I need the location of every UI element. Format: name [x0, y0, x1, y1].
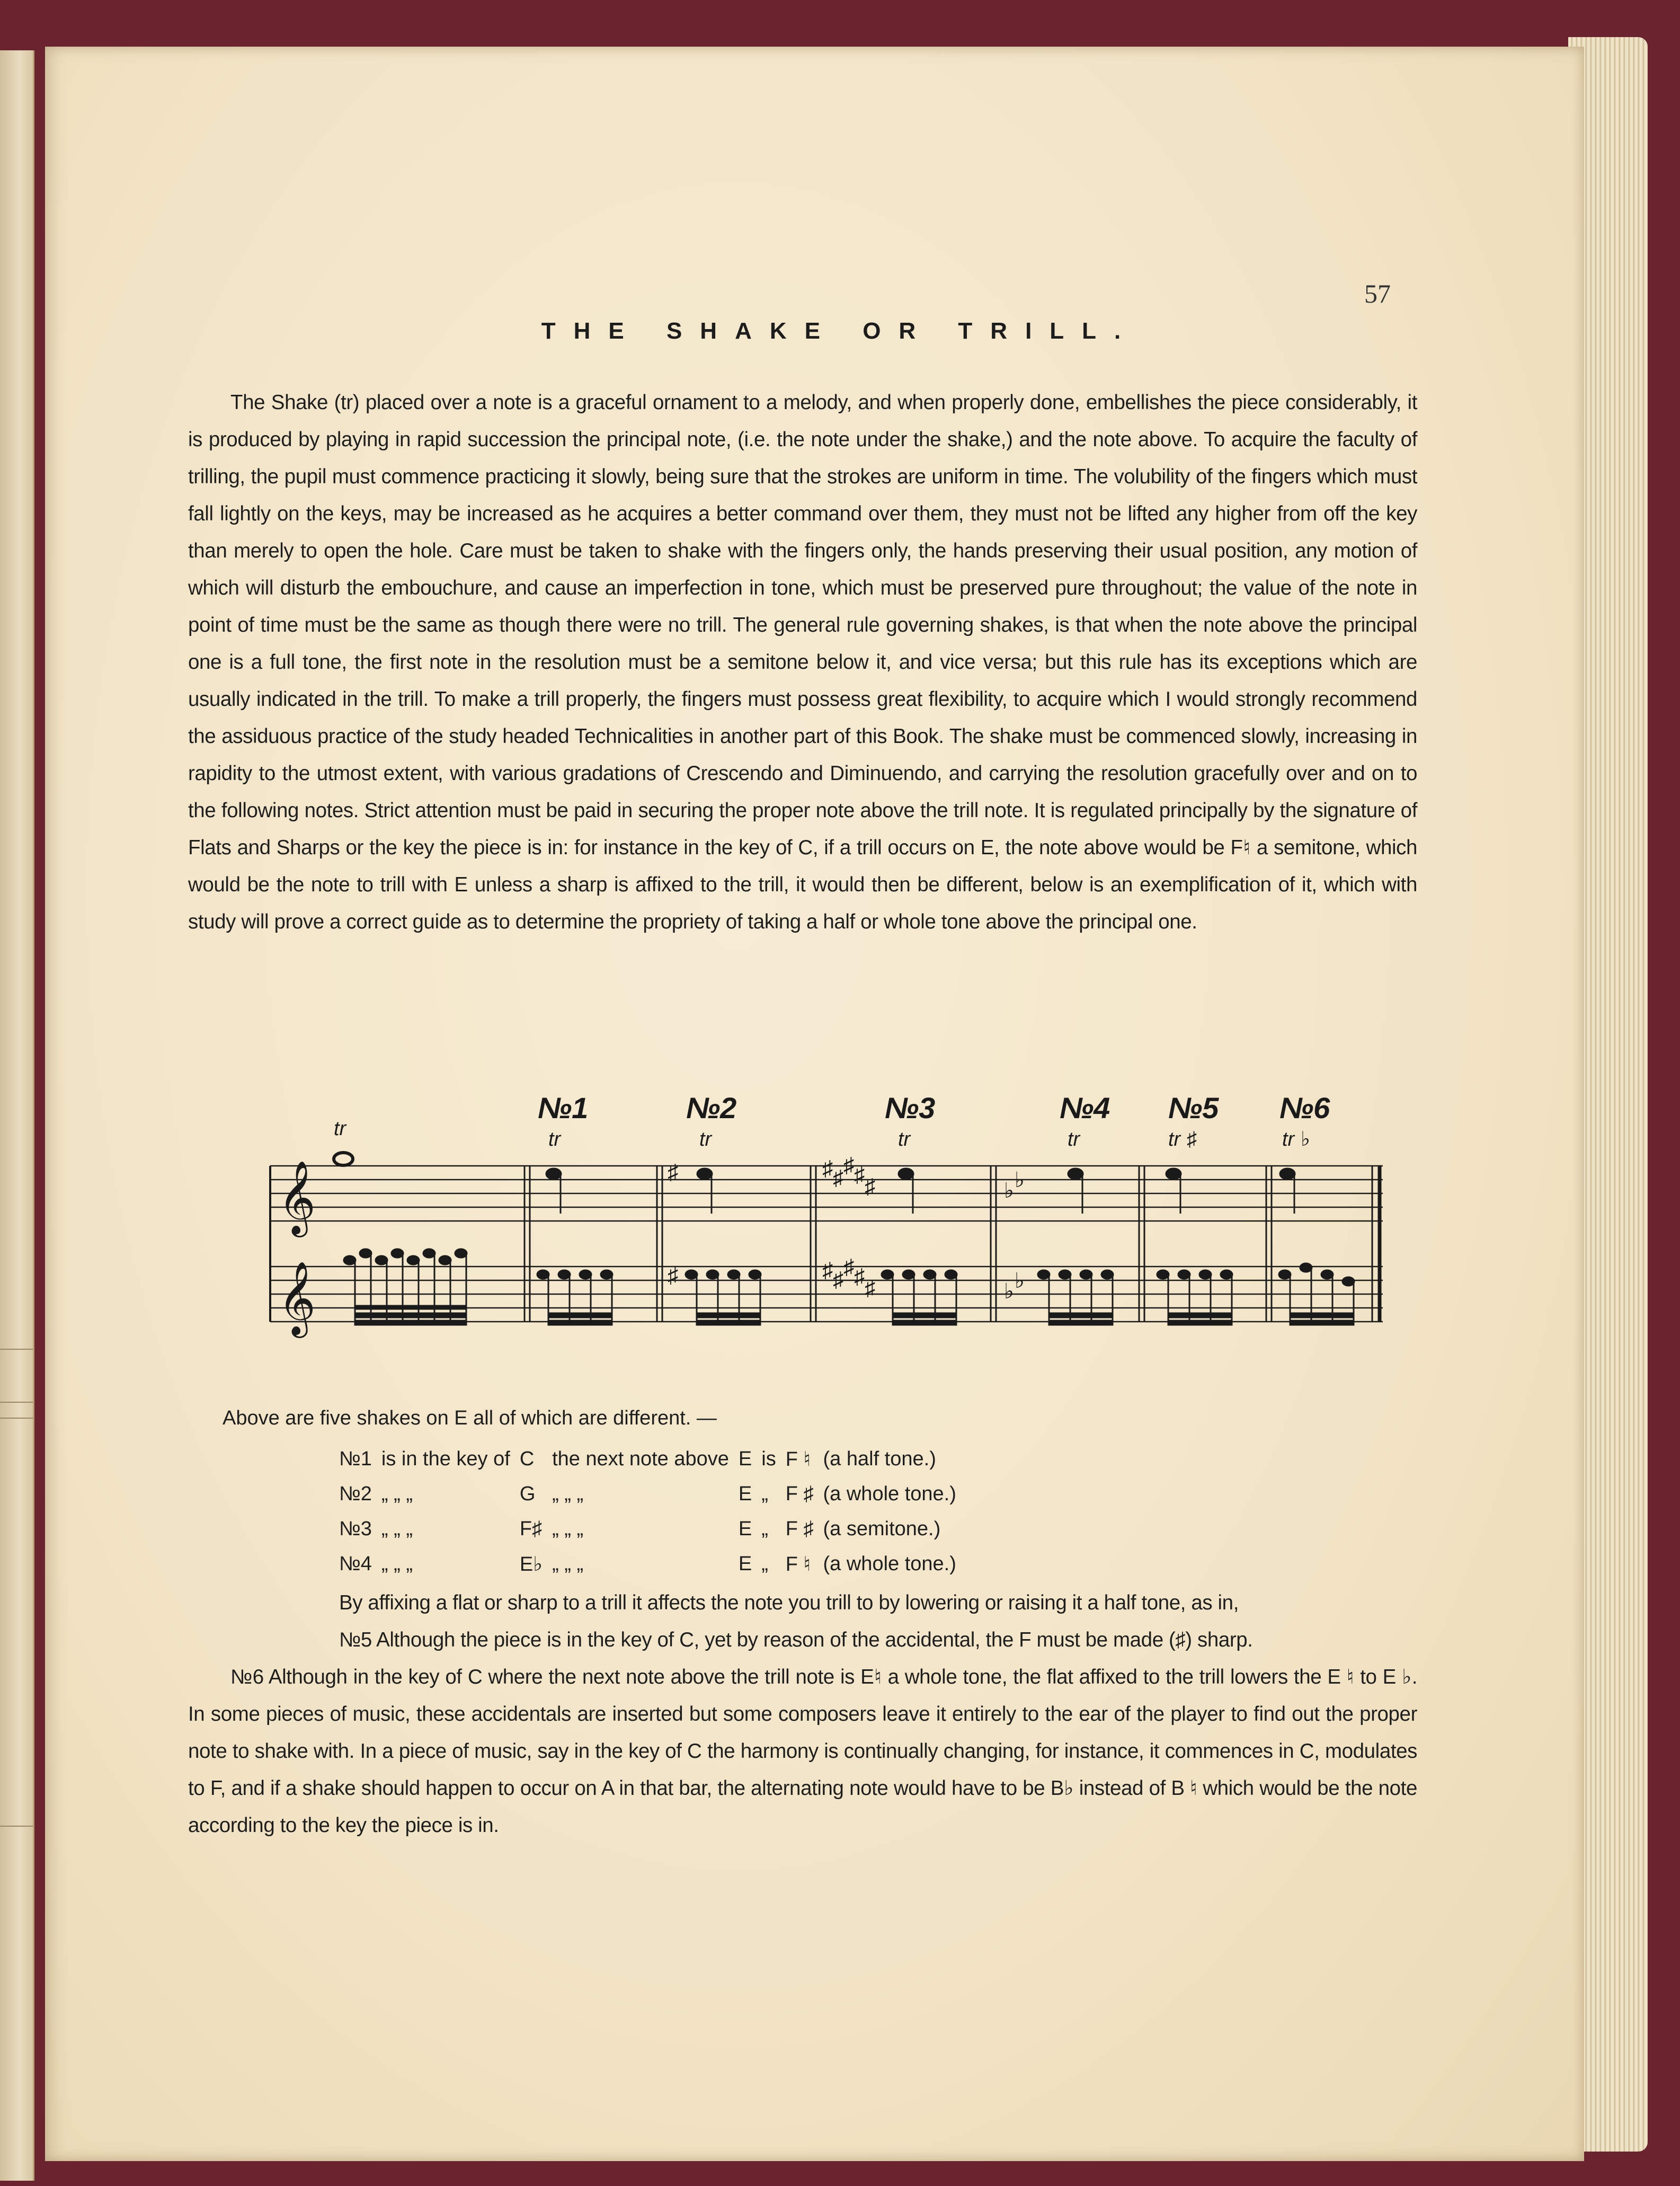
trill-mark: tr [1168, 1128, 1181, 1150]
music-example [249, 1092, 1388, 1367]
case-note: E [738, 1482, 752, 1505]
svg-text:♯: ♯ [822, 1157, 833, 1180]
svg-text:♯: ♯ [854, 1265, 865, 1288]
bar-lines [525, 1166, 1380, 1322]
case-interval: (a whole tone.) [823, 1482, 956, 1505]
svg-text:♯: ♯ [822, 1259, 833, 1282]
case-key: E♭ [519, 1553, 543, 1576]
trill-mark: tr [699, 1128, 712, 1150]
case-interval: (a half tone.) [823, 1447, 936, 1470]
case-key: C [519, 1447, 535, 1470]
svg-text:♯: ♯ [833, 1268, 843, 1291]
case-is: „ [761, 1517, 768, 1540]
case-text: „ „ „ [381, 1482, 413, 1505]
trill-mark: tr [1282, 1128, 1295, 1150]
case-text: „ „ „ [381, 1552, 413, 1575]
case-mid: the next note above [552, 1447, 729, 1470]
case-row [339, 1546, 966, 1581]
example-label-4: №4 [1060, 1091, 1110, 1125]
intro-paragraph: The Shake (tr) placed over a note is a graceful ornament to a melody, and when properly done, embellishes the piece considerably, it is produced by playing in rapid succession the principal note, (i.e. the note under the shake,) and the note above. To acquire the faculty of trilling, the pupil must commence practicing it slowly, being sure that the strokes are uniform in time. The volubility of the fingers which must fall lightly on the keys, may be increased as he acquires a better command over them, they must not be lifted any higher from off the key than merely to open the hole. Care must be taken to shake with the fingers only, the hands preserving their usual position, any motion of which will disturb the embouchure, and cause an imperfection in tone, which must be preserved pure throughout; the value of the note in point of time must be the same as though there were no trill. The general rule governing shakes, is that when the note above the principal one is a full tone, the first note in the resolution must be a semitone below it, and vice versa; but this rule has its exceptions which are usually indicated in the trill. To make a trill properly, the fingers must possess great flexibility, to acquire which I would strongly recommend the assiduous practice of the study headed Technicalities in another part of this Book. The shake must be commenced slowly, increasing in rapidity to the utmost extent, with various gradations of Crescendo and Diminuendo, and carrying the resolution gracefully over and on to the following notes. Strict attention must be paid in securing the proper note above the trill note. It is regulated principally by the signature of Flats and Sharps or the key the piece is in: for instance in the key of C, if a trill occurs on E, the note above would be F♮ a semitone, which would be the note to trill with E unless a sharp is affixed to the trill, it would then be different, below is an exemplification of it, which with study will prove a correct guide as to determine the propriety of taking a half or whole tone above the principal one. [188, 391, 1417, 933]
case-mid: „ „ „ [552, 1517, 584, 1540]
svg-text:♯: ♯ [854, 1163, 865, 1187]
trill-mark: tr [548, 1128, 561, 1150]
left-page-rule [0, 1418, 33, 1419]
page-title: THE SHAKE OR TRILL. [541, 318, 1139, 344]
left-page-edge [0, 50, 34, 2181]
case-mid: „ „ „ [552, 1482, 584, 1505]
no6-paragraph: №6 Although in the key of C where the next note above the trill note is E♮ a whole tone, the flat affixed to the trill lowers the E ♮ to E ♭. In some pieces of music, these accidentals are inserted but some composers leave it entirely to the ear of the player to find out the proper note to shake with. In a piece of music, say in the key of C the harmony is continually changing, for instance, it commences in C, modulates to F, and if a shake should happen to occur on A in that bar, the alternating note would have to be B♭ instead of B ♮ which would be the note according to the key the piece is in. [188, 1666, 1417, 1837]
flat-sharp-line: By affixing a flat or sharp to a trill it affects the note you trill to by lowering or raising it a half tone, as in, [339, 1591, 1239, 1614]
trill-sharp-accidental: ♯ [1187, 1128, 1197, 1150]
no5-line: №5 Although the piece is in the key of C, yet by reason of the accidental, the F must be made (♯) sharp. [339, 1629, 1253, 1651]
case-interval: (a whole tone.) [823, 1552, 956, 1575]
svg-text:♯: ♯ [843, 1255, 854, 1279]
case-text: „ „ „ [381, 1517, 413, 1540]
svg-text:♭: ♭ [1004, 1179, 1014, 1202]
svg-text:♯: ♯ [668, 1264, 678, 1287]
svg-text:♯: ♯ [833, 1166, 843, 1190]
case-row [339, 1511, 966, 1546]
example-label-3: №3 [885, 1091, 936, 1125]
case-key: G [519, 1482, 536, 1505]
trill-mark: tr [1068, 1128, 1080, 1150]
case-number: №3 [339, 1517, 372, 1540]
example-label-2: №2 [686, 1091, 737, 1125]
case-is: „ [761, 1482, 768, 1505]
case-note: E [738, 1552, 752, 1575]
svg-text:♭: ♭ [1015, 1169, 1025, 1192]
left-page-rule [0, 1349, 33, 1350]
case-is: „ [761, 1552, 768, 1575]
treble-clef-icon: 𝄞 [278, 1162, 316, 1233]
svg-text:♭: ♭ [1015, 1269, 1025, 1293]
trill-mark: tr [898, 1128, 911, 1150]
case-text: is in the key of [381, 1447, 510, 1470]
note-run-opening [344, 1249, 467, 1325]
case-target: F ♯ [785, 1517, 814, 1540]
example-label-5: №5 [1168, 1091, 1219, 1125]
treble-clef-icon: 𝄞 [278, 1262, 316, 1333]
case-row [339, 1441, 966, 1476]
svg-text:♯: ♯ [865, 1175, 875, 1198]
svg-text:♭: ♭ [1004, 1280, 1014, 1303]
case-number: №2 [339, 1482, 372, 1505]
trill-flat-accidental: ♭ [1301, 1128, 1310, 1150]
summary-line: Above are five shakes on E all of which are different. — [223, 1407, 717, 1429]
example-label-1: №1 [538, 1091, 589, 1125]
example-label-6: №6 [1279, 1091, 1330, 1125]
trill-mark: tr [334, 1118, 346, 1140]
case-note: E [738, 1447, 752, 1470]
case-mid: „ „ „ [552, 1552, 584, 1575]
case-number: №1 [339, 1447, 372, 1470]
left-page-rule [0, 1826, 33, 1827]
case-target: F ♮ [785, 1553, 811, 1576]
case-row [339, 1476, 966, 1511]
case-is: is [761, 1447, 776, 1470]
music-staff-svg [249, 1092, 1388, 1367]
left-page-rule [0, 1402, 33, 1403]
svg-text:♯: ♯ [843, 1154, 854, 1177]
case-key: F♯ [519, 1517, 543, 1540]
case-note: E [738, 1517, 752, 1540]
case-interval: (a semitone.) [823, 1517, 941, 1540]
page-number: 57 [1364, 279, 1391, 308]
case-target: F ♮ [785, 1448, 811, 1471]
whole-note [334, 1153, 353, 1165]
svg-text:♯: ♯ [865, 1277, 875, 1300]
svg-text:♯: ♯ [668, 1161, 678, 1184]
case-number: №4 [339, 1552, 372, 1575]
case-target: F ♯ [785, 1482, 814, 1505]
cases-table [339, 1441, 966, 1581]
